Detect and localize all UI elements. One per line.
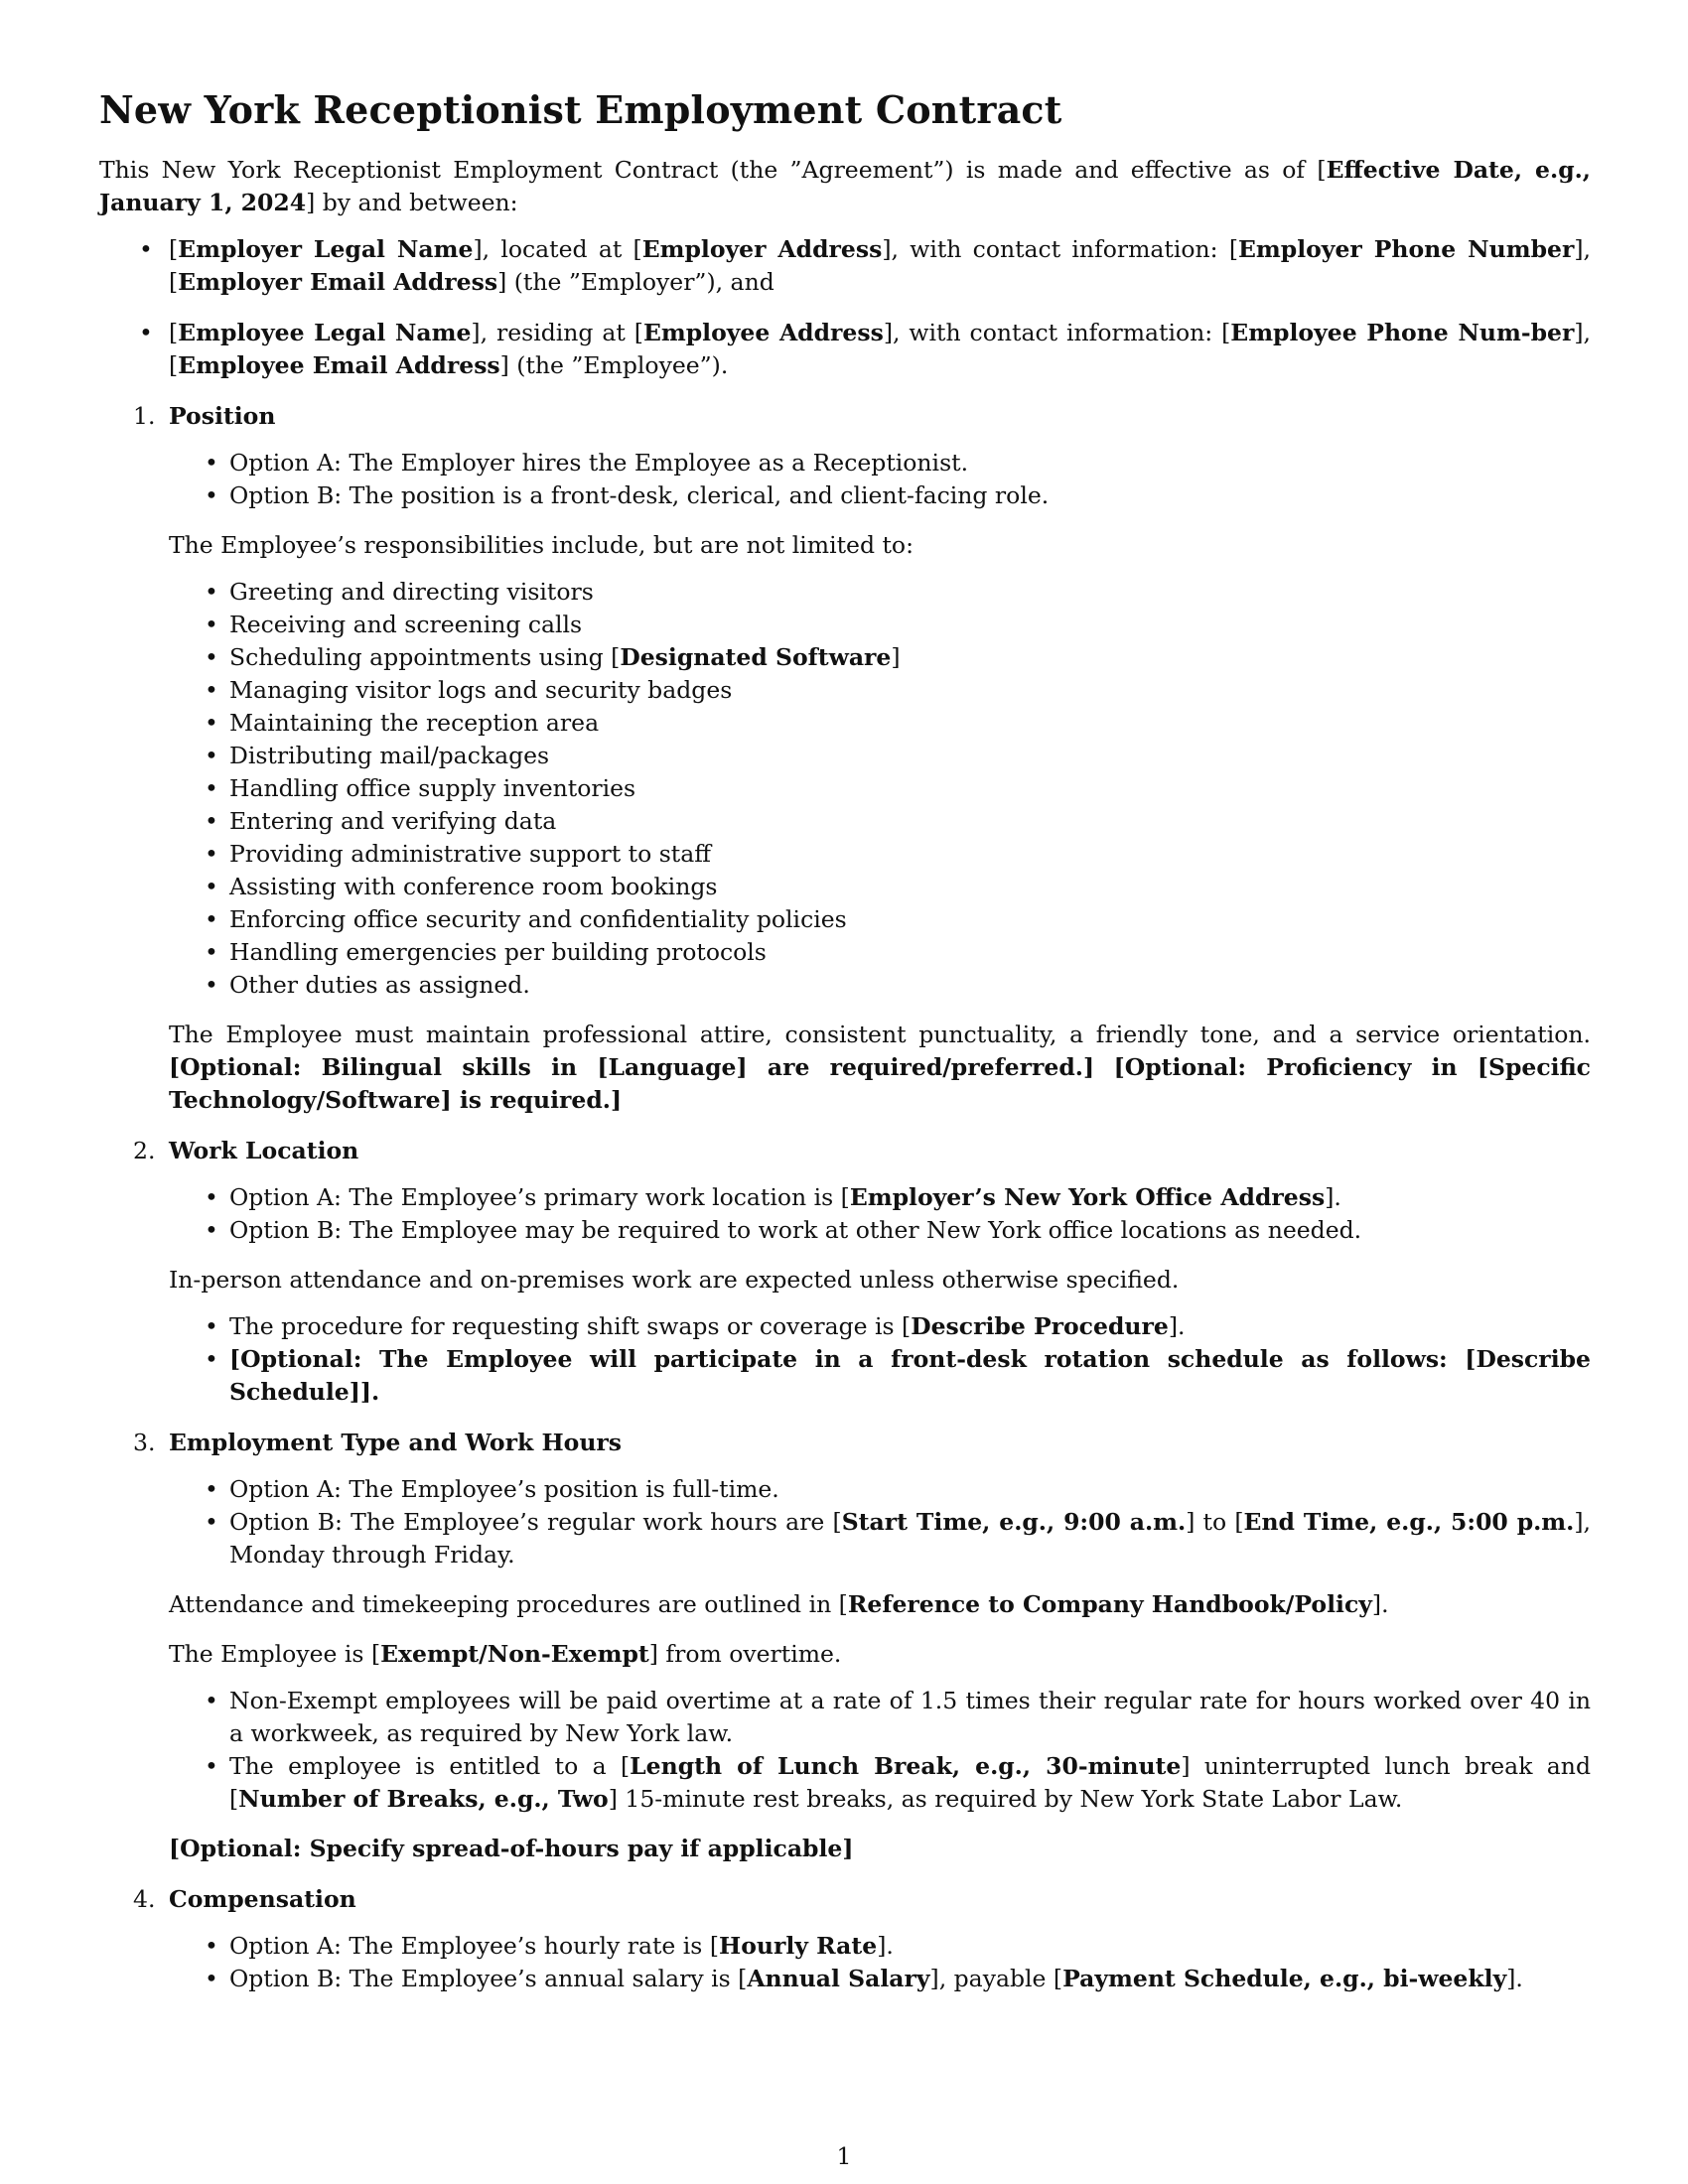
list-item: • Option A: The Employer hires the Employee as a Receptionist. bbox=[169, 447, 1591, 479]
section-title: Work Location bbox=[169, 1137, 359, 1164]
list-item: • Option A: The Employee’s hourly rate is [Hourly Rate]. bbox=[169, 1930, 1591, 1963]
list-item: • Entering and verifying data bbox=[169, 805, 1591, 838]
section-number: 3. bbox=[133, 1429, 156, 1456]
parties-list bbox=[99, 233, 1591, 382]
employer-party: • [Employer Legal Name], located at [Employer Address], with contact information: [Employer Phone Number], [Employer Email Address] (the ”Employer”), and bbox=[99, 233, 1591, 299]
sections-list bbox=[99, 400, 1591, 1995]
employment-options bbox=[169, 1473, 1591, 1571]
duties-list bbox=[169, 576, 1591, 1002]
position-options bbox=[169, 447, 1591, 512]
list-item: • Option B: The Employee may be required to work at other New York office locations as needed. bbox=[169, 1214, 1591, 1247]
in-person-paragraph: In-person attendance and on-premises work are expected unless otherwise specified. bbox=[169, 1266, 1180, 1294]
location-options bbox=[169, 1181, 1591, 1247]
section-employment-type bbox=[99, 1427, 1591, 1865]
section-title: Employment Type and Work Hours bbox=[169, 1429, 623, 1456]
spread-of-hours-paragraph: [Optional: Specify spread-of-hours pay if applicable] bbox=[169, 1835, 854, 1862]
list-item: • Providing administrative support to staff bbox=[169, 838, 1591, 871]
section-work-location bbox=[99, 1135, 1591, 1409]
list-item: • Enforcing office security and confidentiality policies bbox=[169, 903, 1591, 936]
list-item: • Option A: The Employee’s primary work location is [Employer’s New York Office Address]. bbox=[169, 1181, 1591, 1214]
exempt-paragraph: The Employee is [Exempt/Non-Exempt] from overtime. bbox=[169, 1640, 842, 1668]
section-number: 1. bbox=[133, 402, 156, 430]
list-item: • Option B: The position is a front-desk, clerical, and client-facing role. bbox=[169, 479, 1591, 512]
compensation-options bbox=[169, 1930, 1591, 1995]
document-title: New York Receptionist Employment Contract bbox=[99, 87, 1062, 132]
list-item: • [Optional: The Employee will participate in a front-desk rotation schedule as follows: [Describe Schedule]]. bbox=[169, 1343, 1591, 1409]
list-item: • Assisting with conference room bookings bbox=[169, 871, 1591, 903]
intro-paragraph: This New York Receptionist Employment Contract (the ”Agreement”) is made and effective as of [Effective Date, e.g., January 1, 2024] by and between: bbox=[99, 156, 1591, 216]
list-item: • Scheduling appointments using [Designated Software] bbox=[169, 641, 1591, 674]
overtime-list bbox=[169, 1685, 1591, 1816]
list-item: • Receiving and screening calls bbox=[169, 609, 1591, 641]
section-number: 2. bbox=[133, 1137, 156, 1164]
section-position bbox=[99, 400, 1591, 1117]
list-item: • Option B: The Employee’s regular work hours are [Start Time, e.g., 9:00 a.m.] to [End Time, e.g., 5:00 p.m.], Monday through Friday. bbox=[169, 1506, 1591, 1571]
responsibilities-intro: The Employee’s responsibilities include, but are not limited to: bbox=[169, 531, 914, 559]
section-compensation bbox=[99, 1883, 1591, 1995]
attendance-paragraph: Attendance and timekeeping procedures are outlined in [Reference to Company Handbook/Policy]. bbox=[169, 1590, 1389, 1618]
list-item: • The procedure for requesting shift swaps or coverage is [Describe Procedure]. bbox=[169, 1310, 1591, 1343]
list-item: • Other duties as assigned. bbox=[169, 969, 1591, 1002]
section-title: Position bbox=[169, 402, 276, 430]
list-item: • Handling emergencies per building protocols bbox=[169, 936, 1591, 969]
section-number: 4. bbox=[133, 1885, 156, 1913]
list-item: • Non-Exempt employees will be paid overtime at a rate of 1.5 times their regular rate for hours worked over 40 in a workweek, as required by New York law. bbox=[169, 1685, 1591, 1750]
list-item: • Greeting and directing visitors bbox=[169, 576, 1591, 609]
list-item: • Distributing mail/packages bbox=[169, 740, 1591, 772]
attire-paragraph: The Employee must maintain professional attire, consistent punctuality, a friendly tone, and a service orientation. [Optional: Bilingual skills in [Language] are required/preferred.] [Optional: Proficiency in [Specific Technology/Software] is required.] bbox=[169, 1021, 1591, 1114]
page-number: 1 bbox=[836, 2142, 852, 2170]
list-item: • Option B: The Employee’s annual salary is [Annual Salary], payable [Payment Schedule, e.g., bi-weekly]. bbox=[169, 1963, 1591, 1995]
section-title: Compensation bbox=[169, 1885, 356, 1913]
list-item: • Managing visitor logs and security badges bbox=[169, 674, 1591, 707]
list-item: • The employee is entitled to a [Length of Lunch Break, e.g., 30-minute] uninterrupted lunch break and [Number of Breaks, e.g., Two] 15-minute rest breaks, as required by New York State Labor Law. bbox=[169, 1750, 1591, 1816]
list-item: • Option A: The Employee’s position is full-time. bbox=[169, 1473, 1591, 1506]
shift-list bbox=[169, 1310, 1591, 1409]
list-item: • Handling office supply inventories bbox=[169, 772, 1591, 805]
document-page bbox=[99, 87, 1591, 2013]
employee-party: • [Employee Legal Name], residing at [Employee Address], with contact information: [Employee Phone Num-ber], [Employee Email Address] (the ”Employee”). bbox=[99, 317, 1591, 382]
list-item: • Maintaining the reception area bbox=[169, 707, 1591, 740]
